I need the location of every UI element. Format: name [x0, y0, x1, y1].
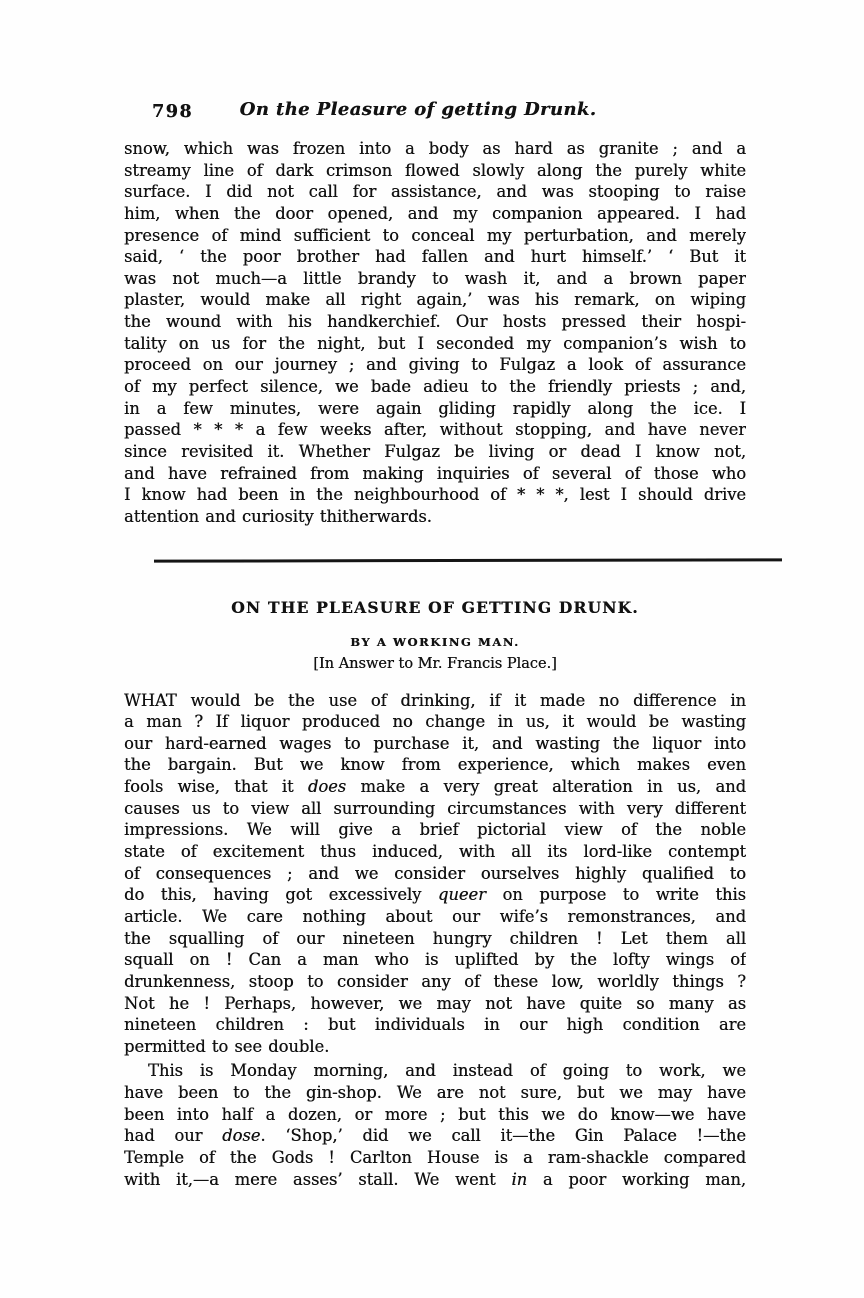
article-title: ON THE PLEASURE OF GETTING DRUNK.: [231, 597, 639, 617]
text-line: WHAT would be the use of drinking, if it made no difference in: [124, 690, 746, 710]
text-line: impressions. We will give a brief pictorial view of the noble: [124, 820, 746, 840]
text-line: of my perfect silence, we bade adieu to the friendly priests ; and,: [124, 377, 746, 397]
text-line: and have refrained from making inquiries of several of those who: [124, 463, 746, 483]
article-byline: BY A WORKING MAN.: [350, 634, 520, 649]
text-line: squall on ! Can a man who is uplifted by the lofty wings of: [124, 950, 746, 970]
running-head: [124, 99, 746, 138]
text-line: Not he ! Perhaps, however, we may not have quite so many as: [124, 993, 746, 1013]
text-line: have been to the gin-shop. We are not sure, but we may have: [124, 1083, 746, 1103]
text-line: plaster, would make all right again,’ was his remark, on wiping: [124, 290, 746, 310]
text-line: the bargain. But we know from experience, which makes even: [124, 755, 746, 775]
text-line: drunkenness, stoop to consider any of these low, worldly things ?: [124, 971, 746, 991]
text-line: a man ? If liquor produced no change in us, it would be wasting: [124, 712, 746, 732]
text-line: attention and curiosity thitherwards.: [124, 506, 432, 526]
article-answer-note: [In Answer to Mr. Francis Place.]: [313, 655, 557, 672]
text-line: causes us to view all surrounding circumstances with very different: [124, 798, 746, 818]
text-line: permitted to see double.: [124, 1036, 330, 1056]
text-line: presence of mind sufficient to conceal my perturbation, and merely: [124, 225, 746, 245]
text-line: had our dose. ‘Shop,’ did we call it—the Gin Palace !—the: [124, 1126, 746, 1146]
text-line: the wound with his handkerchief. Our hosts pressed their hospi-: [124, 312, 746, 332]
text-line: fools wise, that it does make a very great alteration in us, and: [124, 777, 746, 797]
running-title: On the Pleasure of getting Drunk.: [239, 99, 597, 120]
text-line: nineteen children : but individuals in our high condition are: [124, 1015, 746, 1035]
page-number: 798: [152, 102, 194, 122]
text-line: state of excitement thus induced, with all its lord-like contempt: [124, 842, 746, 862]
text-line: This is Monday morning, and instead of going to work, we: [148, 1061, 746, 1081]
text-line: passed * * * a few weeks after, without stopping, and have never: [124, 420, 746, 440]
text-line: been into half a dozen, or more ; but this we do know—we have: [124, 1104, 746, 1124]
article-paragraph-2: [124, 1060, 746, 1190]
text-line: proceed on our journey ; and giving to Fulgaz a look of assurance: [124, 355, 746, 375]
article-paragraph-1: [124, 690, 746, 1058]
text-line: snow, which was frozen into a body as hard as granite ; and a: [124, 139, 746, 158]
text-line: do this, having got excessively queer on purpose to write this: [124, 885, 746, 905]
text-line: article. We care nothing about our wife’s remonstrances, and: [124, 906, 746, 926]
text-line: since revisited it. Whether Fulgaz be living or dead I know not,: [124, 441, 746, 461]
text-line: said, ‘ the poor brother had fallen and hurt himself.’ ‘ But it: [124, 247, 746, 267]
text-line: surface. I did not call for assistance, and was stooping to raise: [124, 182, 746, 202]
text-line: was not much—a little brandy to wash it, and a brown paper: [124, 268, 746, 288]
text-line: in a few minutes, were again gliding rapidly along the ice. I: [124, 398, 746, 418]
text-line: of consequences ; and we consider ourselves highly qualified to: [124, 863, 746, 883]
text-line: streamy line of dark crimson flowed slowly along the purely white: [124, 160, 746, 180]
text-line: Temple of the Gods ! Carlton House is a ram-shackle compared: [124, 1147, 746, 1167]
text-line: the squalling of our nineteen hungry children ! Let them all: [124, 928, 746, 948]
article-divider-rule: [154, 558, 782, 562]
previous-article-ending-paragraph: [124, 138, 746, 528]
text-line: with it,—a mere asses’ stall. We went in a poor working man,: [124, 1169, 746, 1189]
text-line: him, when the door opened, and my companion appeared. I had: [124, 203, 746, 223]
text-line: our hard-earned wages to purchase it, and wasting the liquor into: [124, 733, 746, 753]
text-line: tality on us for the night, but I seconded my companion’s wish to: [124, 333, 746, 353]
text-line: I know had been in the neighbourhood of * * *, lest I should drive: [124, 485, 746, 505]
